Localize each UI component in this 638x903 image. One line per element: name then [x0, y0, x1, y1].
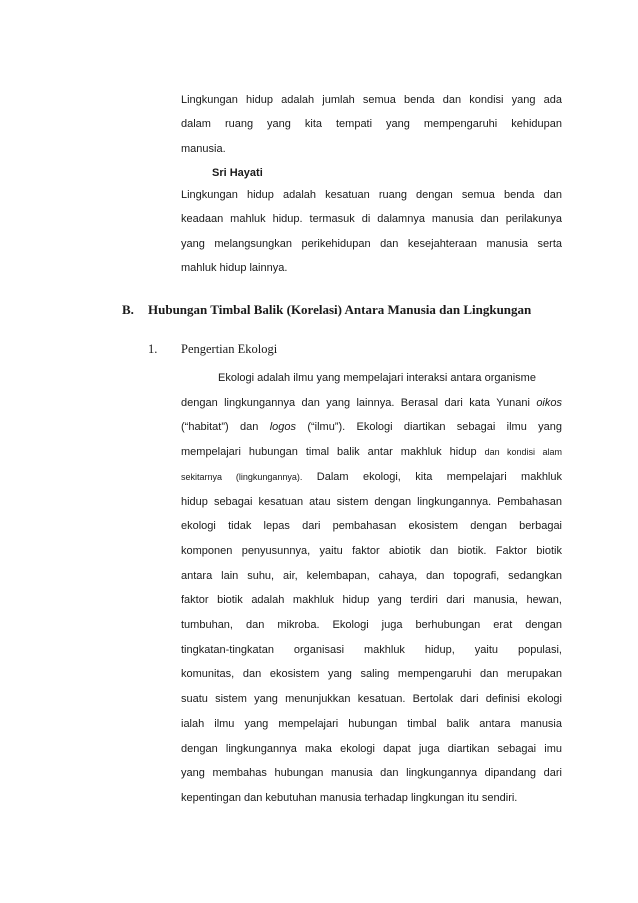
quote2-line: keadaan mahluk hidup. termasuk di dalamnya manusia dan perilakunya [181, 213, 562, 226]
section-letter: B. [122, 302, 134, 317]
paragraph-line: hidup sebagai kesatuan atau sistem dengan lingkungannya. Pembahasan [181, 495, 562, 508]
paragraph-line: ekologi tidak lepas dari pembahasan ekosistem dengan berbagai [181, 520, 562, 533]
paragraph-line [181, 465, 562, 490]
paragraph-line: Ekologi adalah ilmu yang mempelajari interaksi antara organisme [218, 372, 536, 384]
paragraph-line: komponen penyusunnya, yaitu faktor abiotik dan biotik. Faktor biotik [181, 544, 562, 557]
italic-term-oikos: oikos [536, 396, 562, 409]
paragraph-small-text: sekitarnya (lingkungannya). [181, 471, 303, 482]
paragraph-line: yang membahas hubungan manusia dan lingkungannya dipandang dari [181, 767, 562, 780]
subsection-number: 1. [148, 342, 158, 356]
paragraph-line [181, 391, 562, 416]
body-paragraph [181, 366, 562, 811]
subsection-title: Pengertian Ekologi [181, 342, 278, 356]
paragraph-line: tingkatan-tingkatan organisasi makhluk hidup, yaitu populasi, [181, 643, 562, 656]
paragraph-line: ialah ilmu yang mempelajari hubungan timbal balik antara manusia [181, 717, 562, 730]
quote2-line: yang melangsungkan perikehidupan dan kesejahteraan manusia serta [181, 237, 562, 250]
paragraph-line: antara lain suhu, air, kelembapan, cahaya, dan topografi, sedangkan [181, 569, 562, 582]
paragraph-text: dengan lingkungannya dan yang lainnya. Berasal dari kata Yunani [181, 396, 530, 409]
paragraph-line: suatu sistem yang menunjukkan kesatuan. Bertolak dari definisi ekologi [181, 693, 562, 706]
section-title: Hubungan Timbal Balik (Korelasi) Antara Manusia dan Lingkungan [148, 302, 532, 317]
quote1-line: manusia. [181, 142, 226, 155]
quote2-line: Lingkungan hidup adalah kesatuan ruang dengan semua benda dan [181, 189, 562, 201]
paragraph-text: (“habitat”) dan [181, 421, 259, 434]
paragraph-line: kepentingan dan kebutuhan manusia terhadap lingkungan itu sendiri. [181, 791, 518, 804]
quote-author: Sri Hayati [212, 167, 263, 179]
paragraph-line [181, 440, 562, 465]
quote-definition-2 [181, 183, 562, 281]
paragraph-line [181, 415, 562, 440]
quote1-line: dalam ruang yang kita tempati yang mempengaruhi kehidupan [181, 118, 562, 131]
paragraph-line: komunitas, dan ekosistem yang saling mempengaruhi dan merupakan [181, 668, 562, 681]
paragraph-line: tumbuhan, dan mikroba. Ekologi juga berhubungan erat dengan [181, 619, 562, 632]
quote2-line: mahluk hidup lainnya. [181, 262, 288, 275]
paragraph-text: Dalam ekologi, kita mempelajari makhluk [316, 470, 562, 483]
italic-term-logos: logos [269, 421, 296, 434]
paragraph-line: dengan lingkungannya maka ekologi dapat juga diartikan sebagai imu [181, 742, 562, 755]
paragraph-line: faktor biotik adalah makhluk hidup yang terdiri dari manusia, hewan, [181, 594, 562, 607]
paragraph-text: (“ilmu”). Ekologi diartikan sebagai ilmu yang [307, 421, 562, 434]
quote1-line: Lingkungan hidup adalah jumlah semua benda dan kondisi yang ada [181, 94, 562, 106]
quote-definition-1 [181, 88, 562, 161]
paragraph-small-text: dan kondisi alam [484, 447, 563, 458]
paragraph-text: mempelajari hubungan timal balik antar makhluk hidup [181, 446, 477, 459]
